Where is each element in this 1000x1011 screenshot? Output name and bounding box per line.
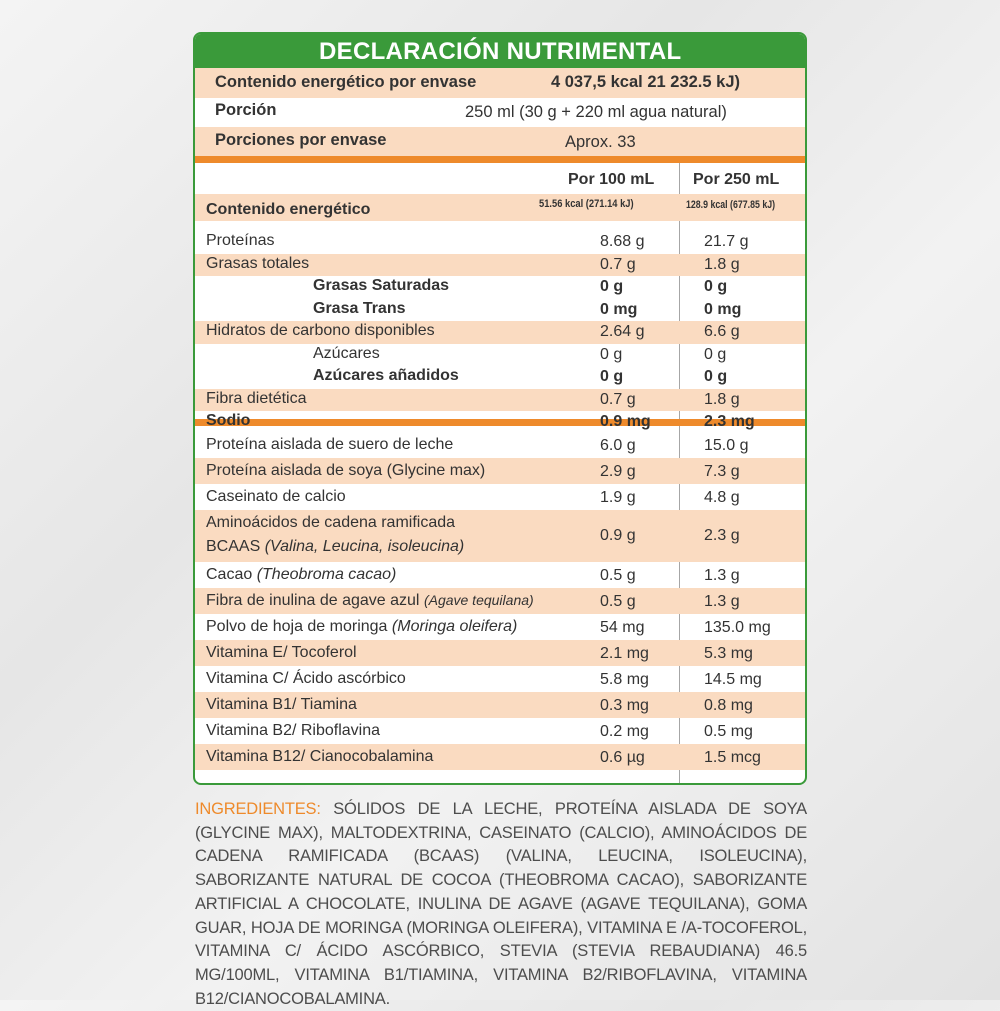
component-value-100ml: 0.6 µg [600, 749, 645, 766]
column-header-row [195, 163, 805, 194]
nutrient-label: Grasa Trans [313, 299, 406, 317]
component-row [195, 588, 805, 614]
components-section [195, 426, 805, 785]
component-value-100ml: 2.9 g [600, 463, 636, 480]
nutrient-row [195, 321, 805, 344]
energy-value-250ml: 128.9 kcal (677.85 kJ) [686, 199, 776, 211]
component-label: Caseinato de calcio [206, 488, 346, 505]
nutrient-value-250ml: 1.8 g [704, 390, 740, 408]
component-value-250ml: 135.0 mg [704, 619, 771, 636]
nutrient-value-250ml: 2.3 mg [704, 413, 755, 430]
energy-value-100ml: 51.56 kcal (271.14 kJ) [539, 198, 634, 210]
nutrient-value-250ml: 0 g [704, 368, 728, 385]
component-label: Vitamina B2/ Riboflavina [206, 722, 381, 739]
component-value-250ml: 1.3 g [704, 567, 740, 584]
ingredients-text [195, 798, 807, 1011]
nutrient-value-100ml: 2.64 g [600, 323, 645, 340]
summary-label: Porciones por envase [215, 131, 387, 149]
nutrient-row [195, 366, 805, 389]
column-header-250ml: Por 250 mL [693, 171, 780, 188]
orange-divider [195, 156, 805, 163]
component-value-100ml: 0.5 g [600, 567, 636, 584]
component-value-250ml: 5.3 mg [704, 645, 753, 662]
component-label: Vitamina B1/ Tiamina [206, 696, 357, 713]
energy-row [195, 194, 805, 221]
component-row [195, 432, 805, 458]
component-value-100ml: 2.1 mg [600, 645, 649, 662]
component-row [195, 640, 805, 666]
component-row [195, 666, 805, 692]
component-label: Cacao (Theobroma cacao) [206, 566, 397, 583]
column-header-100ml: Por 100 mL [568, 171, 655, 188]
component-value-250ml: 0.8 mg [704, 697, 753, 714]
nutrient-value-250ml: 0 g [704, 278, 728, 295]
component-row [195, 614, 805, 640]
nutrient-value-100ml: 0 g [600, 278, 624, 295]
component-label: Vitamina E/ Tocoferol [206, 644, 357, 661]
nutrient-label: Hidratos de carbono disponibles [206, 322, 435, 339]
ingredients-label: INGREDIENTES: [195, 800, 321, 818]
nutrient-row [195, 231, 805, 254]
summary-value: Aprox. 33 [565, 133, 636, 151]
nutrient-row [195, 389, 805, 412]
summary-value: 4 037,5 kcal 21 232.5 kJ) [551, 73, 740, 91]
component-row [195, 718, 805, 744]
summary-value: 250 ml (30 g + 220 ml agua natural) [465, 103, 727, 121]
nutrient-value-100ml: 0 g [600, 345, 623, 363]
component-value-100ml: 0.9 g [600, 527, 636, 544]
component-value-250ml: 1.5 mcg [704, 749, 761, 766]
component-label: Vitamina B12/ Cianocobalamina [206, 748, 434, 765]
nutrient-value-250ml: 0 g [704, 345, 727, 363]
nutrient-label: Sodio [206, 412, 251, 429]
table-title: DECLARACIÓN NUTRIMENTAL [195, 34, 805, 68]
nutrient-value-100ml: 8.68 g [600, 233, 645, 250]
component-label: Polvo de hoja de moringa (Moringa oleifera) [206, 618, 518, 635]
nutrient-value-100ml: 0.7 g [600, 390, 636, 408]
component-value-100ml: 6.0 g [600, 437, 636, 454]
nutrient-label: Fibra dietética [206, 389, 307, 407]
nutrient-value-100ml: 0 mg [600, 300, 638, 318]
component-value-100ml: 0.3 mg [600, 697, 649, 714]
nutrient-value-250ml: 0 mg [704, 300, 742, 318]
summary-row-portion [195, 98, 805, 127]
nutrient-label: Grasas Saturadas [313, 277, 450, 294]
component-value-100ml: 0.2 mg [600, 723, 649, 740]
component-label: Fibra de inulina de agave azul (Agave tequilana) [206, 592, 534, 609]
nutrition-facts-table [193, 32, 807, 785]
nutrient-value-100ml: 0.7 g [600, 255, 636, 273]
nutrient-row [195, 299, 805, 322]
component-row [195, 744, 805, 770]
component-label: Proteína aislada de soya (Glycine max) [206, 462, 486, 479]
nutrient-label: Azúcares añadidos [313, 367, 459, 384]
component-value-250ml: 7.3 g [704, 463, 740, 480]
component-value-250ml: 14.5 mg [704, 671, 762, 688]
nutrient-row [195, 344, 805, 367]
component-label: Aminoácidos de cadena ramificada [206, 514, 456, 531]
summary-label: Porción [215, 101, 277, 119]
nutrient-value-250ml: 21.7 g [704, 233, 749, 250]
component-value-100ml: 54 mg [600, 619, 645, 636]
nutrient-section [195, 163, 805, 430]
component-value-250ml: 2.3 g [704, 527, 740, 544]
component-value-100ml: 0.5 g [600, 593, 636, 610]
component-row [195, 562, 805, 588]
component-row [195, 692, 805, 718]
component-row [195, 510, 805, 562]
nutrient-value-250ml: 1.8 g [704, 255, 740, 273]
component-value-250ml: 4.8 g [704, 489, 740, 506]
ingredients-list: SÓLIDOS DE LA LECHE, PROTEÍNA AISLADA DE SOYA (GLYCINE MAX), MALTODEXTRINA, CASEINATO (CALCIO), AMINOÁCIDOS DE CADENA RAMIFICADA (BCAAS) (VALINA, LEUCINA, ISOLEUCINA), SABORIZANTE NATURAL DE COCOA (THEOBROMA CACAO), SABORIZANTE ARTIFICIAL A CHOCOLATE, INULINA DE AGAVE (AGAVE TEQUILANA), GOMA GUAR, HOJA DE MORINGA (MORINGA OLEIFERA), VITAMINA E /A-TOCOFEROL, VITAMINA C/ ÁCIDO ASCÓRBICO, STEVIA (STEVIA REBAUDIANA) 46.5 MG/100ML, VITAMINA B1/TIAMINA, VITAMINA B2/RIBOFLAVINA, VITAMINA B12/CIANOCOBALAMINA. [195, 800, 807, 1008]
nutrient-value-250ml: 6.6 g [704, 323, 740, 340]
nutrient-value-100ml: 0 g [600, 368, 624, 385]
summary-row-servings [195, 127, 805, 156]
component-value-100ml: 5.8 mg [600, 671, 649, 688]
component-value-250ml: 0.5 mg [704, 723, 753, 740]
energy-label: Contenido energético [206, 201, 371, 218]
component-row [195, 484, 805, 510]
nutrient-row [195, 276, 805, 299]
component-label-line2: BCAAS (Valina, Leucina, isoleucina) [206, 538, 465, 555]
component-label: Proteína aislada de suero de leche [206, 436, 454, 453]
component-value-250ml: 15.0 g [704, 437, 749, 454]
nutrient-value-100ml: 0.9 mg [600, 413, 651, 430]
component-value-250ml: 1.3 g [704, 593, 740, 610]
component-value-100ml: 1.9 g [600, 489, 636, 506]
nutrient-row [195, 254, 805, 277]
summary-label: Contenido energético por envase [215, 73, 477, 91]
component-label: Vitamina C/ Ácido ascórbico [206, 670, 406, 687]
component-row [195, 458, 805, 484]
nutrient-label: Azúcares [313, 344, 380, 362]
nutrient-label: Grasas totales [206, 254, 310, 272]
summary-row-energy [195, 68, 805, 98]
nutrient-label: Proteínas [206, 232, 275, 249]
